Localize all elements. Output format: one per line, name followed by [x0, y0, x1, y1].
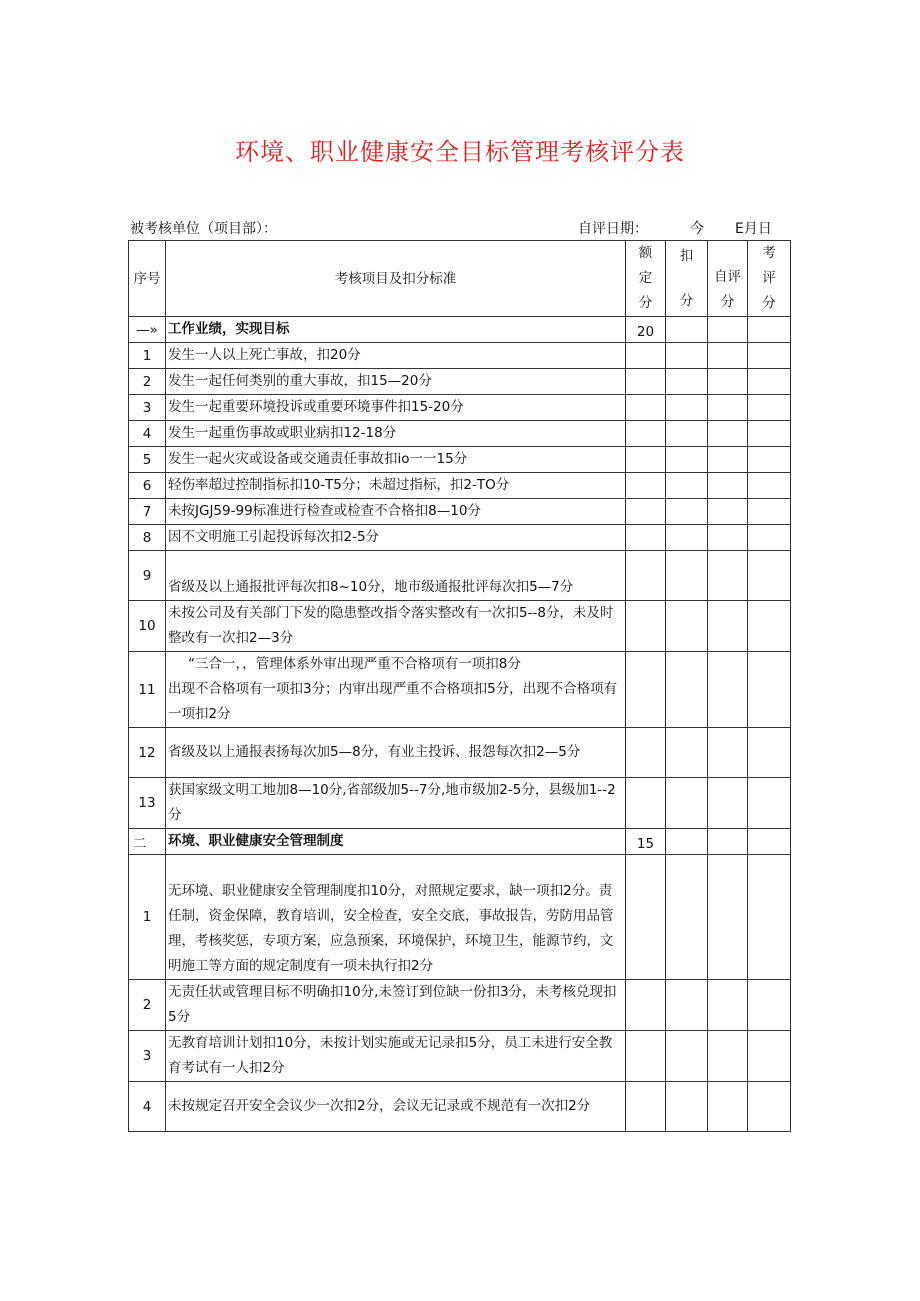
row-criterion: 获国家级文明工地加8—10分,省部级加5--7分,地市级加2-5分，县级加1--2分: [166, 778, 626, 829]
header-review-3: 分: [762, 295, 776, 311]
header-deduct: [666, 241, 708, 317]
row-seq: 4: [129, 1082, 166, 1132]
row-criterion: 省级及以上通报批评每次扣8~10分，地市级通报批评每次扣5—7分: [166, 551, 626, 601]
table-row: [129, 473, 791, 499]
header-seq: 序号: [129, 241, 166, 317]
table-row: [129, 601, 791, 652]
row-seq: 1: [129, 343, 166, 369]
review-cell: [748, 829, 791, 855]
row-criterion: [166, 652, 626, 728]
table-row: [129, 395, 791, 421]
row-seq: 3: [129, 395, 166, 421]
section-quota: 20: [626, 317, 666, 343]
assessed-unit-label: 被考核单位（项目部）：: [130, 221, 277, 237]
header-deduct-2: 分: [679, 292, 694, 309]
self-eval-cell: [708, 829, 748, 855]
row-seq: 8: [129, 525, 166, 551]
deduct-cell: [666, 317, 708, 343]
table-row: [129, 447, 791, 473]
table-row: [129, 1031, 791, 1082]
header-self-eval: [708, 241, 748, 317]
section-row: [129, 829, 791, 855]
header-review-2: 评: [762, 270, 776, 286]
row-seq: 4: [129, 421, 166, 447]
row-seq: 11: [129, 652, 166, 728]
header-deduct-1: 扣: [679, 247, 694, 264]
row-seq: 7: [129, 499, 166, 525]
table-row: [129, 778, 791, 829]
section-title: 环境、职业健康安全管理制度: [166, 829, 626, 855]
row-criterion-line2: 出现不合格项有一项扣3分；内审出现严重不合格项扣5分，出现不合格项有一项扣2分: [168, 681, 618, 722]
row-criterion: 发生一起任何类别的重大事故，扣15—20分: [166, 369, 626, 395]
row-seq: 1: [129, 855, 166, 980]
table-header-row: [129, 241, 791, 317]
row-criterion: 发生一起重伤事故或职业病扣12-18分: [166, 421, 626, 447]
header-self-2: 分: [720, 293, 735, 310]
header-quota-2: 定: [638, 270, 653, 286]
header-self-1: 自评: [714, 268, 741, 285]
header-quota-3: 分: [638, 295, 653, 311]
row-seq: 3: [129, 1031, 166, 1082]
scoring-table: [128, 240, 791, 1132]
date-month-day: E月日: [735, 221, 772, 237]
row-seq: 2: [129, 980, 166, 1031]
row-criterion-line1: “三合一，，管理体系外审出现严重不合格项有一项扣8分: [188, 656, 521, 672]
table-row: [129, 980, 791, 1031]
self-eval-date-label: 自评日期：: [578, 221, 648, 237]
table-row: [129, 728, 791, 778]
deduct-cell: [666, 829, 708, 855]
row-criterion: 未按JGJ59-99标准进行检查或检查不合格扣8—10分: [166, 499, 626, 525]
header-review: [748, 241, 791, 317]
row-criterion: 发生一起重要环境投诉或重要环境事件扣15-20分: [166, 395, 626, 421]
table-row: [129, 551, 791, 601]
section-title: 工作业绩，实现目标: [166, 317, 626, 343]
row-criterion: 无责任状或管理目标不明确扣10分,未签订到位缺一份扣3分，未考核兑现扣5分: [166, 980, 626, 1031]
row-criterion: 因不文明施工引起投诉每次扣2-5分: [166, 525, 626, 551]
table-row: [129, 652, 791, 728]
row-seq: 9: [129, 551, 166, 601]
review-cell: [748, 317, 791, 343]
table-row: [129, 343, 791, 369]
row-seq: 10: [129, 601, 166, 652]
row-seq: 6: [129, 473, 166, 499]
row-criterion: 省级及以上通报表扬每次加5—8分，有业主投诉、报怨每次扣2—5分: [166, 728, 626, 778]
table-row: [129, 369, 791, 395]
row-criterion: 发生一起火灾或设备或交通责任事故扣io一一15分: [166, 447, 626, 473]
self-eval-cell: [708, 317, 748, 343]
table-row: [129, 525, 791, 551]
section-seq: 二: [129, 829, 166, 855]
table-row: [129, 1082, 791, 1132]
table-row: [129, 421, 791, 447]
row-criterion: 无环境、职业健康安全管理制度扣10分，对照规定要求，缺一项扣2分。责任制，资金保障，教育培训，安全检查，安全交底，事故报告，劳防用品管理，考核奖惩，专项方案，应急预案，环境保护，环境卫生，能源节约，文明施工等方面的规定制度有一项未执行扣2分: [166, 855, 626, 980]
row-seq: 2: [129, 369, 166, 395]
header-quota-1: 额: [638, 245, 653, 261]
table-row: [129, 855, 791, 980]
row-criterion: 未按规定召开安全会议少一次扣2分，会议无记录或不规范有一次扣2分: [166, 1082, 626, 1132]
row-seq: 12: [129, 728, 166, 778]
row-seq: 13: [129, 778, 166, 829]
header-review-1: 考: [762, 245, 776, 261]
row-criterion: 发生一人以上死亡事故，扣20分: [166, 343, 626, 369]
header-quota: [626, 241, 666, 317]
row-criterion: 未按公司及有关部门下发的隐患整改指令落实整改有一次扣5--8分，未及时整改有一次扣2—3分: [166, 601, 626, 652]
section-quota: 15: [626, 829, 666, 855]
section-seq: —»: [129, 317, 166, 343]
row-criterion: 轻伤率超过控制指标扣10-T5分；未超过指标，扣2-TO分: [166, 473, 626, 499]
table-row: [129, 499, 791, 525]
section-row: [129, 317, 791, 343]
page-title: 环境、职业健康安全目标管理考核评分表: [235, 138, 685, 166]
row-seq: 5: [129, 447, 166, 473]
date-year-mark: 今: [690, 221, 704, 237]
header-item: 考核项目及扣分标准: [166, 241, 626, 317]
row-criterion: 无教育培训计划扣10分，未按计划实施或无记录扣5分，员工未进行安全教育考试有一人扣2分: [166, 1031, 626, 1082]
